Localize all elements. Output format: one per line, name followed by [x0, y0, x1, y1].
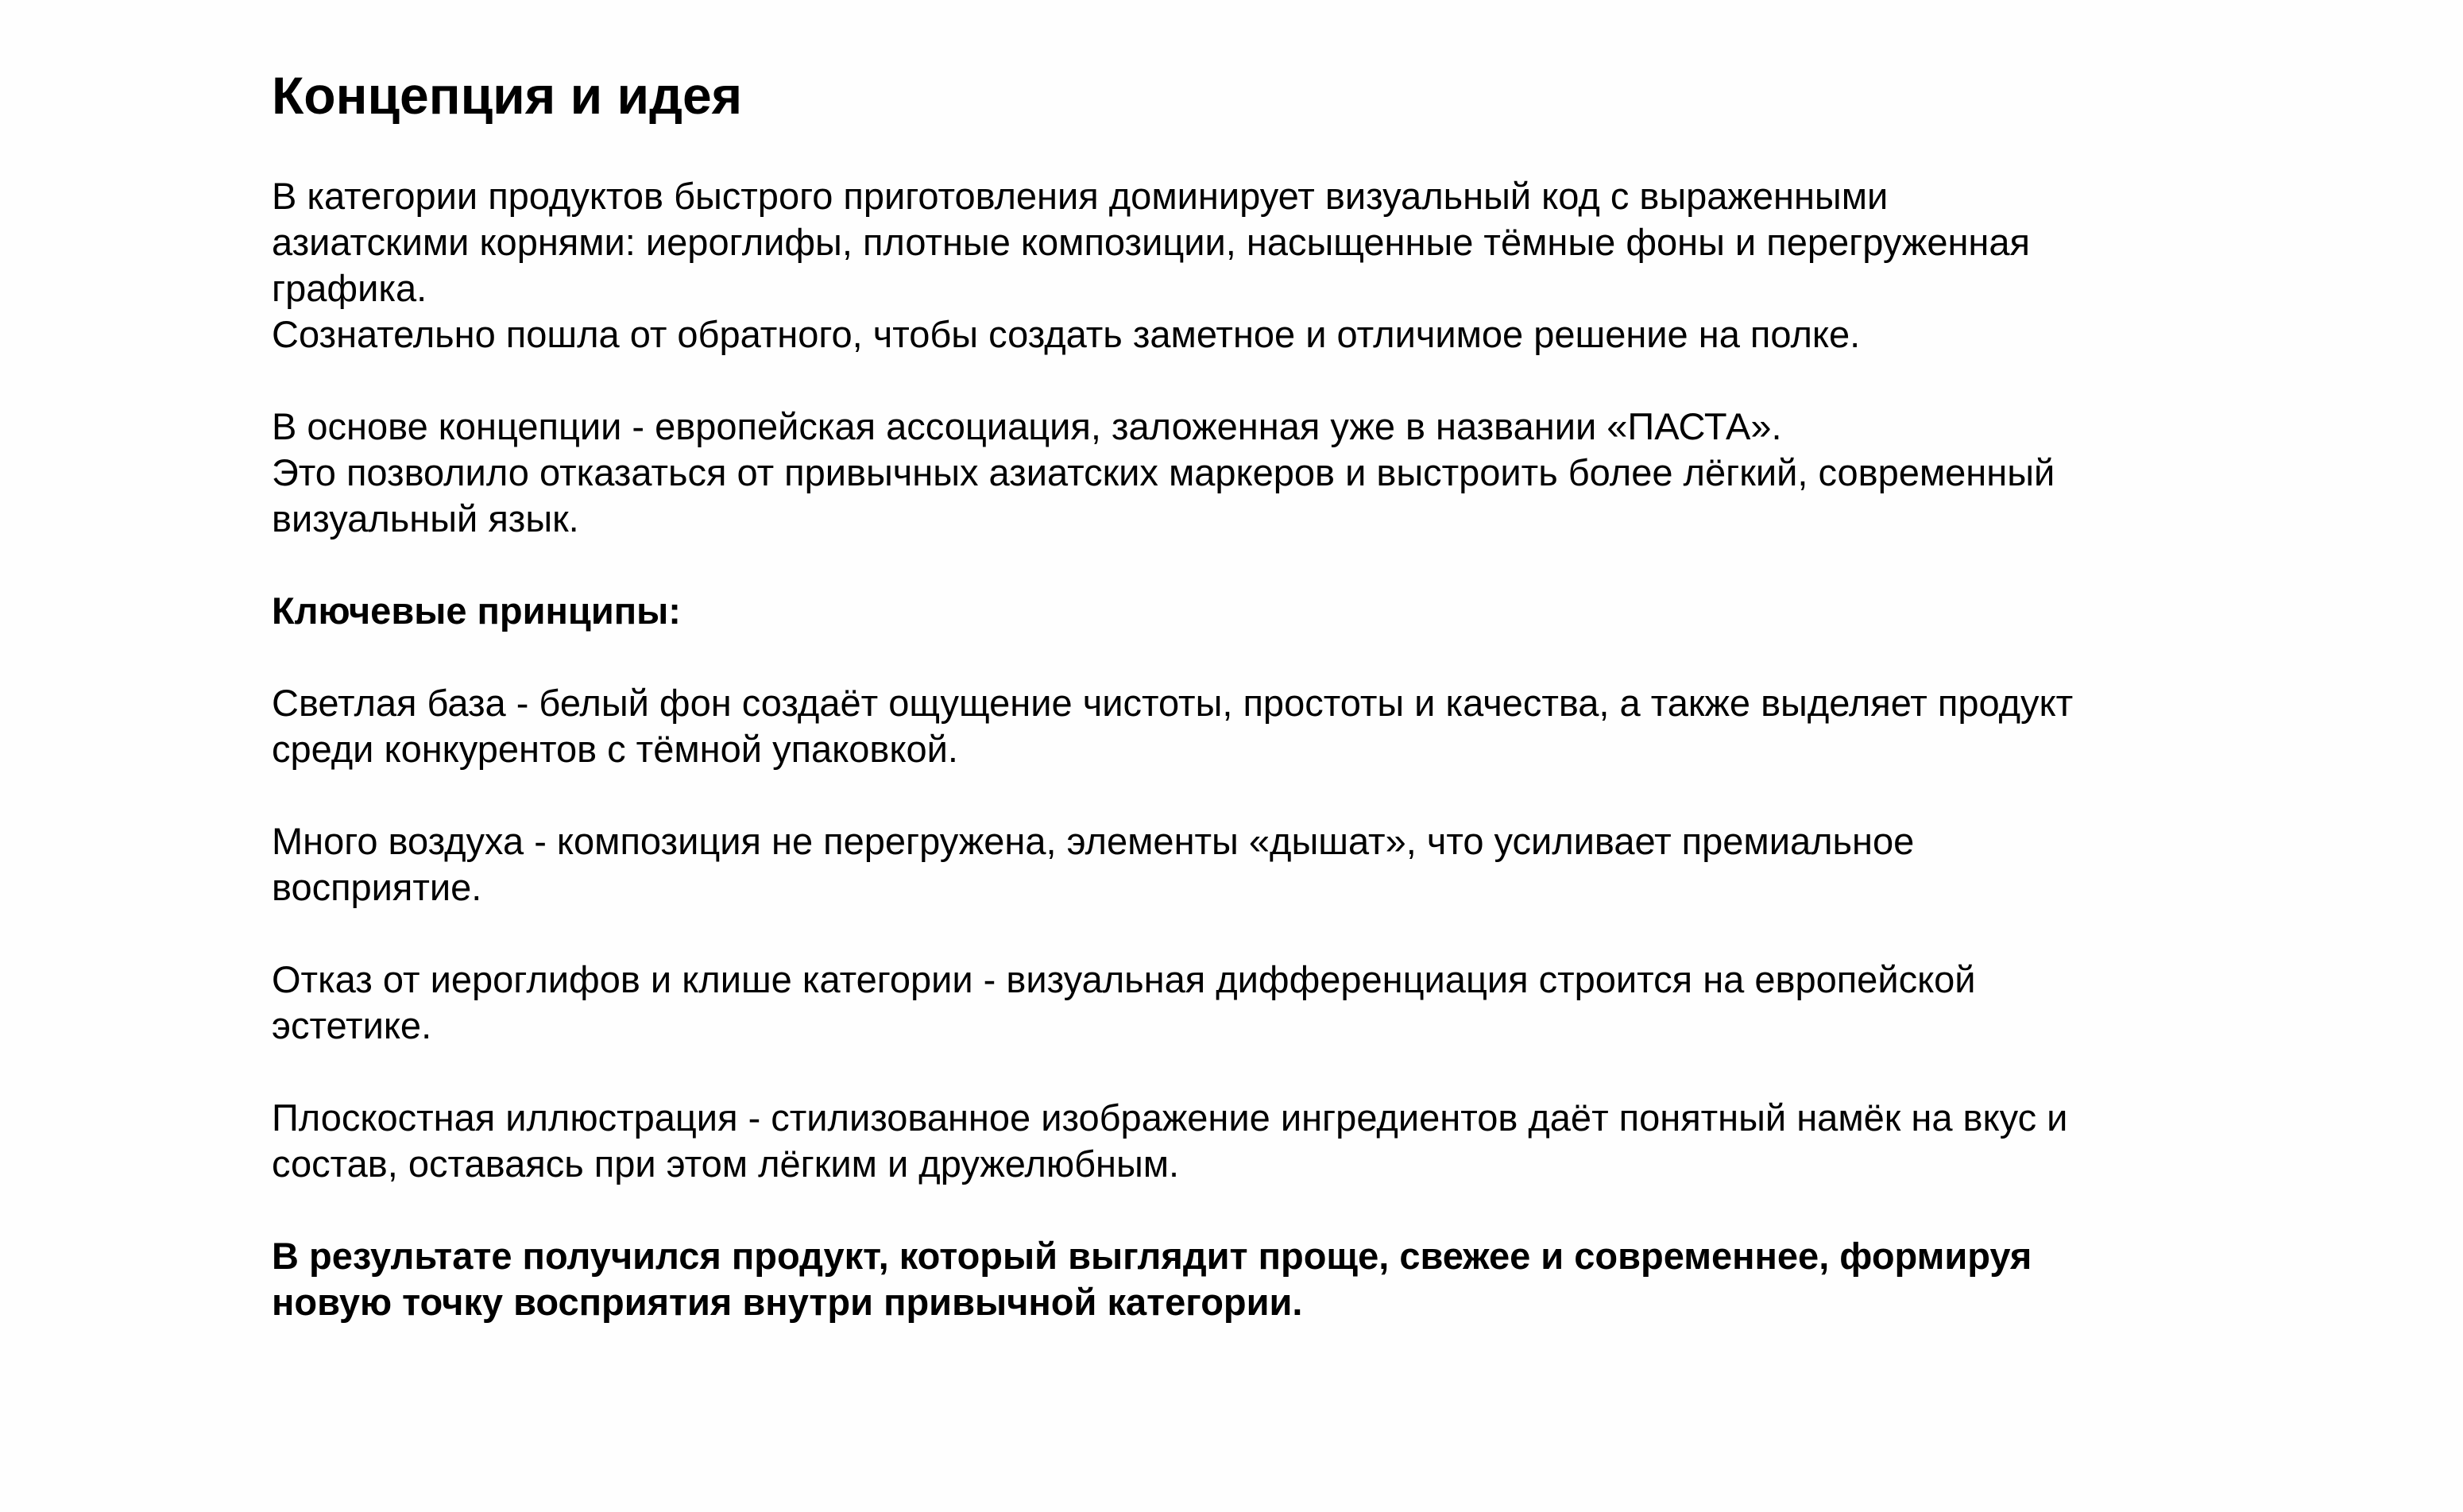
principle-light-base: [272, 680, 2417, 772]
text-line: восприятие.: [272, 866, 482, 908]
text-line: новую точку восприятия внутри привычной категории.: [272, 1281, 1303, 1323]
paragraph-spacer: [272, 1049, 2417, 1095]
text-line: Отказ от иероглифов и клише категории - визуальная дифференциация строится на европейской: [272, 958, 1976, 1000]
text-line: Плоскостная иллюстрация - стилизованное изображение ингредиентов даёт понятный намёк на вкус и: [272, 1096, 2068, 1139]
principle-air: [272, 818, 2417, 911]
paragraph-spacer: [272, 358, 2417, 404]
text-line: В категории продуктов быстрого приготовления доминирует визуальный код с выраженными: [272, 175, 1889, 217]
text-line: визуальный язык.: [272, 497, 579, 539]
principle-no-hieroglyphs: [272, 957, 2417, 1049]
intro-paragraph: [272, 173, 2417, 358]
principle-flat-illustration: [272, 1095, 2417, 1187]
text-line: В основе концепции - европейская ассоциация, заложенная уже в названии «ПАСТА».: [272, 405, 1782, 447]
text-line: графика.: [272, 267, 427, 309]
text-line: состав, оставаясь при этом лёгким и дружелюбным.: [272, 1143, 1180, 1185]
text-line: В результате получился продукт, который выглядит проще, свежее и современнее, формируя: [272, 1235, 2032, 1277]
text-line: среди конкурентов с тёмной упаковкой.: [272, 728, 958, 770]
concept-paragraph: [272, 404, 2417, 542]
page-title: Концепция и идея: [272, 66, 743, 125]
paragraph-spacer: [272, 772, 2417, 818]
principles-heading: Ключевые принципы:: [272, 590, 681, 632]
paragraph-spacer: [272, 634, 2417, 680]
conclusion-paragraph: [272, 1233, 2417, 1325]
document-body: [272, 173, 2417, 1325]
paragraph-spacer: [272, 1187, 2417, 1233]
paragraph-spacer: [272, 911, 2417, 957]
text-line: эстетике.: [272, 1004, 432, 1046]
paragraph-spacer: [272, 542, 2417, 588]
text-line: Много воздуха - композиция не перегружена, элементы «дышат», что усиливает премиальное: [272, 820, 1915, 862]
text-line: Сознательно пошла от обратного, чтобы создать заметное и отличимое решение на полке.: [272, 313, 1861, 355]
text-line: Это позволило отказаться от привычных азиатских маркеров и выстроить более лёгкий, современный: [272, 451, 2055, 493]
text-line: Светлая база - белый фон создаёт ощущение чистоты, простоты и качества, а также выделяет продукт: [272, 682, 2074, 724]
text-line: азиатскими корнями: иероглифы, плотные композиции, насыщенные тёмные фоны и перегруженная: [272, 221, 2030, 263]
